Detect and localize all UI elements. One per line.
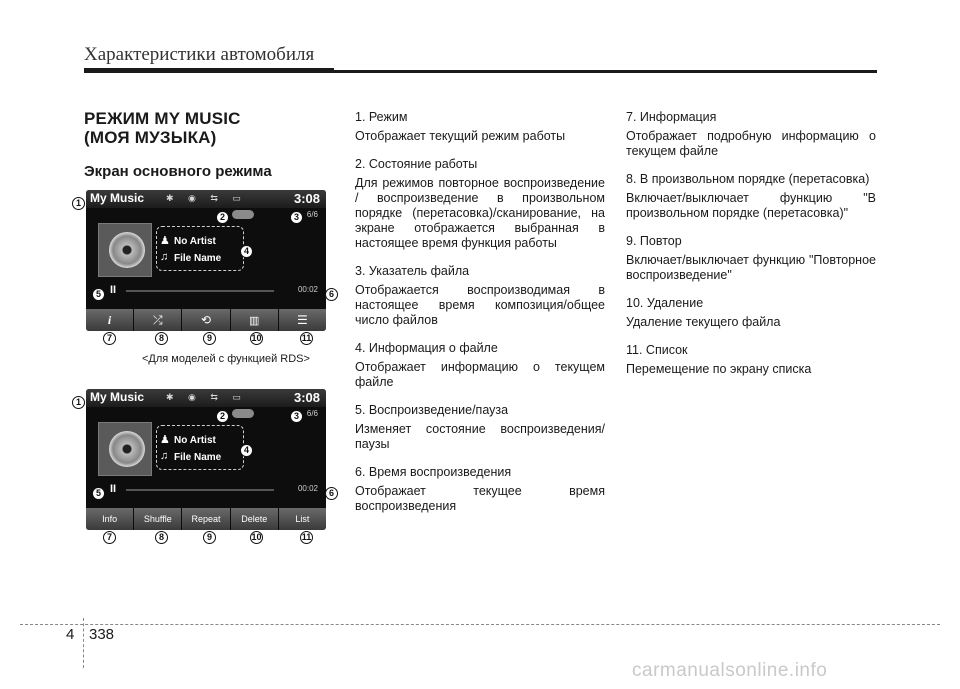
legend-item-body: Отображает информацию о текущем файле [355, 360, 605, 389]
legend-item [626, 343, 876, 377]
elapsed-time: 00:02 [297, 484, 318, 493]
callout-10: 10 [251, 532, 262, 542]
section-title-line2: (МОЯ МУЗЫКА) [84, 128, 217, 147]
rds-caption: <Для моделей с функцией RDS> [142, 353, 310, 365]
header-title: Характеристики автомобиля [84, 44, 315, 65]
legend-item-body: Для режимов повторное воспроизведение / воспроизведение в произвольном порядке (перетасовка)/сканирование, на экране отображается выбранная в настоящее время функция работы [355, 176, 605, 250]
person-icon: ♟ [160, 434, 170, 446]
page-number: 338 [89, 626, 115, 643]
music-note-icon: ♫ [160, 450, 169, 462]
callout-6: 6 [325, 288, 338, 301]
button-bar [86, 508, 326, 530]
section-title [84, 109, 241, 147]
disc-icon [109, 431, 145, 467]
watermark[interactable]: carmanualsonline.info [632, 660, 828, 681]
legend-item-title: 11. Список [626, 343, 688, 357]
legend-item [355, 110, 605, 144]
pause-icon[interactable]: II [110, 483, 117, 495]
clock: 3:08 [293, 390, 320, 405]
mode-indicator [232, 409, 254, 418]
legend-item [626, 296, 876, 330]
button-bar [86, 309, 326, 331]
legend-item [626, 110, 876, 159]
section-title-line1: РЕЖИМ MY MUSIC [84, 109, 241, 128]
legend-item-title: 2. Состояние работы [355, 157, 478, 171]
legend-item [626, 172, 876, 221]
legend-item-body: Перемещение по экрану списка [626, 362, 812, 376]
delete-icon[interactable]: ▥ [231, 309, 278, 331]
info-icon[interactable]: i [86, 309, 133, 331]
file-info-box [156, 425, 244, 470]
callout-8: 8 [155, 332, 168, 345]
legend-item [355, 403, 605, 452]
legend-item-body: Отображает подробную информацию о текущем файле [626, 129, 876, 158]
status-icons: ✱ ◉ ⇆ ▭ [166, 392, 247, 402]
section-subtitle: Экран основного режима [84, 163, 272, 180]
legend-item [355, 341, 605, 390]
legend-item [355, 264, 605, 328]
disc-icon [109, 232, 145, 268]
callout-7: 7 [103, 332, 116, 345]
album-art [98, 422, 152, 476]
file-name-label: File Name [174, 452, 222, 463]
list-button[interactable]: List [279, 508, 326, 530]
callout-11: 11 [301, 532, 312, 542]
legend-item-title: 3. Указатель файла [355, 264, 470, 278]
footer-rule [20, 624, 940, 625]
progress-bar[interactable] [126, 489, 274, 491]
legend-column-middle [355, 110, 605, 527]
callout-11: 11 [301, 333, 312, 343]
legend-item [355, 465, 605, 514]
legend-item-body: Изменяет состояние воспроизведения/паузы [355, 422, 605, 451]
repeat-icon[interactable]: ⟲ [182, 309, 229, 331]
legend-item-title: 4. Информация о файле [355, 341, 498, 355]
person-icon: ♟ [160, 235, 170, 247]
album-art [98, 223, 152, 277]
footer-divider [83, 618, 84, 668]
screen-standard [86, 389, 326, 530]
legend-item-body: Отображает текущее время воспроизведения [355, 484, 605, 513]
legend-item-body: Удаление текущего файла [626, 315, 781, 329]
legend-item-title: 8. В произвольном порядке (перетасовка) [626, 172, 870, 186]
file-name-label: File Name [174, 253, 222, 264]
legend-item-body: Включает/выключает функцию "Повторное воспроизведение" [626, 253, 876, 282]
legend-item [355, 157, 605, 251]
callout-7: 7 [103, 531, 116, 544]
artist-label: No Artist [174, 435, 216, 446]
callout-10: 10 [251, 333, 262, 343]
clock: 3:08 [293, 191, 320, 206]
track-count: 6/6 [306, 409, 318, 418]
chapter-number: 4 [66, 626, 75, 643]
header-rule-accent [84, 68, 334, 73]
shuffle-icon[interactable]: ⤮ [134, 309, 181, 331]
music-note-icon: ♫ [160, 251, 169, 263]
callout-3: 3 [290, 410, 303, 423]
artist-label: No Artist [174, 236, 216, 247]
legend-item-title: 7. Информация [626, 110, 717, 124]
callout-2: 2 [216, 410, 229, 423]
file-info-box [156, 226, 244, 271]
callout-9: 9 [203, 531, 216, 544]
callout-1: 1 [72, 197, 85, 210]
app-title: My Music [90, 191, 145, 205]
callout-6: 6 [325, 487, 338, 500]
callout-4: 4 [240, 245, 253, 258]
track-count: 6/6 [306, 210, 318, 219]
callout-1: 1 [72, 396, 85, 409]
legend-item-body: Отображает текущий режим работы [355, 129, 566, 143]
callout-4: 4 [240, 444, 253, 457]
legend-item-title: 5. Воспроизведение/пауза [355, 403, 509, 417]
screen-rds [86, 190, 326, 331]
repeat-button[interactable]: Repeat [182, 508, 229, 530]
callout-9: 9 [203, 332, 216, 345]
legend-item [626, 234, 876, 283]
legend-item-title: 9. Повтор [626, 234, 682, 248]
legend-item-body: Включает/выключает функцию "В произвольном порядке (перетасовка)" [626, 191, 876, 220]
legend-item-title: 1. Режим [355, 110, 408, 124]
legend-column-right [626, 110, 876, 390]
callout-3: 3 [290, 211, 303, 224]
elapsed-time: 00:02 [297, 285, 318, 294]
pause-icon[interactable]: II [110, 284, 117, 296]
delete-button[interactable]: Delete [231, 508, 278, 530]
shuffle-button[interactable]: Shuffle [134, 508, 181, 530]
legend-item-title: 6. Время воспроизведения [355, 465, 512, 479]
callout-2: 2 [216, 211, 229, 224]
legend-item-body: Отображается воспроизводимая в настоящее время композиция/общее число файлов [355, 283, 605, 327]
list-icon[interactable]: ☰ [279, 309, 326, 331]
legend-item-title: 10. Удаление [626, 296, 704, 310]
info-button[interactable]: Info [86, 508, 133, 530]
app-title: My Music [90, 390, 145, 404]
callout-8: 8 [155, 531, 168, 544]
status-icons: ✱ ◉ ⇆ ▭ [166, 193, 247, 203]
callout-5: 5 [92, 288, 105, 301]
progress-bar[interactable] [126, 290, 274, 292]
mode-indicator [232, 210, 254, 219]
callout-5: 5 [92, 487, 105, 500]
